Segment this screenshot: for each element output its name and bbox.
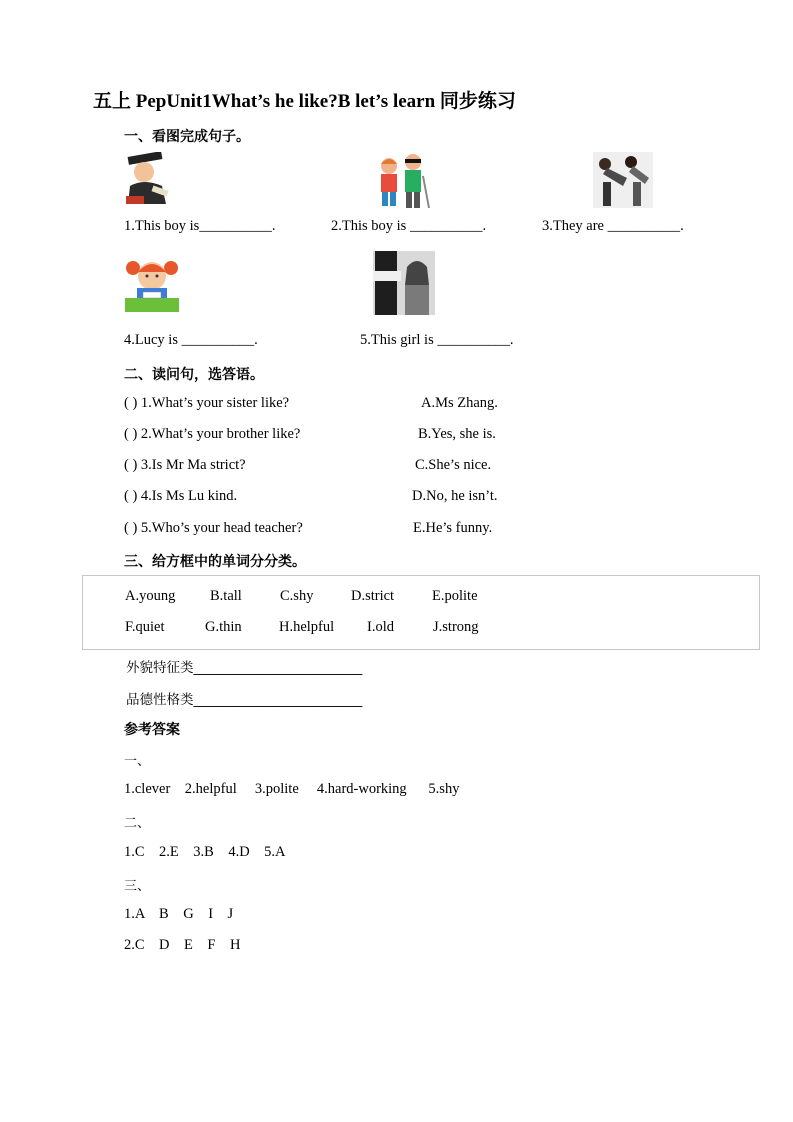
question-1: ( ) 1.What’s your sister like? xyxy=(124,395,290,411)
answer-key-part1: 1.clever 2.helpful 3.polite 4.hard-working 5.shy xyxy=(124,781,460,797)
sentence-3: 3.They are __________. xyxy=(542,218,684,234)
question-5: ( ) 5.Who’s your head teacher? xyxy=(124,520,303,536)
answer-key-heading: 参考答案 xyxy=(124,722,180,738)
sentence-1: 1.This boy is__________. xyxy=(124,218,276,234)
page-title: 五上 PepUnit1What’s he like?B let’s learn 同步练习 xyxy=(93,91,516,112)
bowing-people-picture xyxy=(593,152,653,208)
sentence-2: 2.This boy is __________. xyxy=(331,218,487,234)
question-2: ( ) 2.What’s your brother like? xyxy=(124,426,301,442)
answer-d: D.No, he isn’t. xyxy=(412,488,498,504)
word-box xyxy=(82,575,760,650)
question-4: ( ) 4.Is Ms Lu kind. xyxy=(124,488,238,504)
answer-c: C.She’s nice. xyxy=(415,457,492,473)
answer-key-part3-label: 三、 xyxy=(124,879,151,894)
word-i: I.old xyxy=(367,619,394,635)
word-d: D.strict xyxy=(351,588,395,604)
section1-heading: 一、看图完成句子。 xyxy=(124,129,250,145)
answer-a: A.Ms Zhang. xyxy=(421,395,498,411)
answer-key-part2-label: 二、 xyxy=(124,816,151,831)
character-category-line: 品德性格类_________________________ xyxy=(126,692,363,708)
shy-girl-picture xyxy=(373,251,435,315)
graduate-boy-picture xyxy=(122,152,174,208)
word-f: F.quiet xyxy=(125,619,165,635)
answer-e: E.He’s funny. xyxy=(413,520,493,536)
answer-b: B.Yes, she is. xyxy=(418,426,496,442)
answer-key-part2: 1.C 2.E 3.B 4.D 5.A xyxy=(124,844,286,860)
section2-heading: 二、读问句，选答语。 xyxy=(124,367,264,383)
sentence-4: 4.Lucy is __________. xyxy=(124,332,258,348)
answer-key-part3-line2: 2.C D E F H xyxy=(124,937,241,953)
answer-key-part3-line1: 1.A B G I J xyxy=(124,906,234,922)
sentence-5: 5.This girl is __________. xyxy=(360,332,514,348)
word-b: B.tall xyxy=(210,588,242,604)
appearance-category-line: 外貌特征类_________________________ xyxy=(126,660,363,676)
section3-heading: 三、给方框中的单词分分类。 xyxy=(124,554,306,570)
helping-boy-picture xyxy=(373,152,433,210)
word-h: H.helpful xyxy=(279,619,335,635)
question-3: ( ) 3.Is Mr Ma strict? xyxy=(124,457,246,473)
word-c: C.shy xyxy=(280,588,314,604)
word-e: E.polite xyxy=(432,588,478,604)
answer-key-part1-label: 一、 xyxy=(124,754,151,769)
word-a: A.young xyxy=(125,588,176,604)
word-j: J.strong xyxy=(433,619,479,635)
studying-girl-picture xyxy=(123,254,181,314)
word-g: G.thin xyxy=(205,619,242,635)
